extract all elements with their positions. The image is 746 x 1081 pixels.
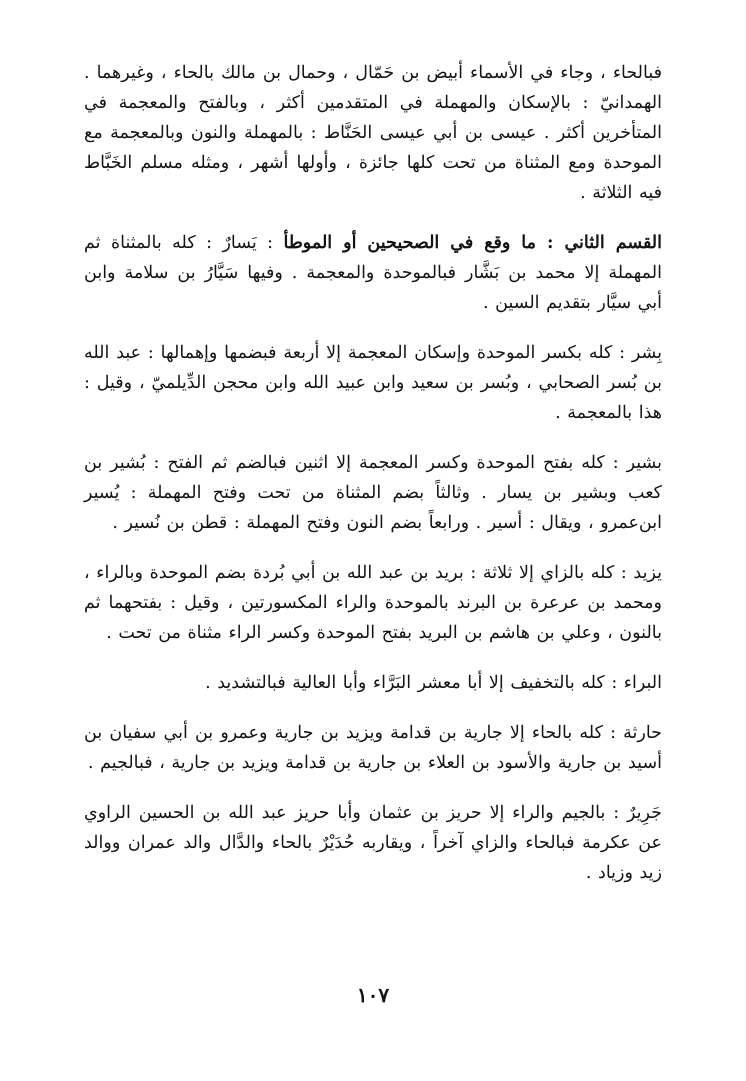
paragraph-hamdani-isa: فبالحاء ، وجاء في الأسماء أبيض بن حَمّال ، وحمال بن مالك بالحاء ، وغيرهما . الهمدانيّ : بالإسكان والمهملة في المتقدمين أكثر ، وبالفتح والمعجمة في المتأخرين أكثر . عيسى بن أبي عيسى الحَنَّاط : بالمهملة والنون وبالمعجمة مع الموحدة ومع المثناة من تحت كلها جائزة ، وأولها أشهر ، ومثله مسلم الخَبَّاط فيه الثلاثة . (84, 63, 662, 203)
paragraph-yasar-body: : يَسارٌ : كله بالمثناة ثم المهملة إلا محمد بن بَشَّار فبالموحدة والمعجمة . وفيها سَيَّارُ بن سلامة وابن أبي سيَّار بتقديم السين . (84, 233, 662, 313)
paragraph-yazid: يزيد : كله بالزاي إلا ثلاثة : بريد بن عبد الله بن أبي بُردة بضم الموحدة وبالراء ، ومحمد بن عرعرة بن البرند بالموحدة والراء المكسورتين ، وقيل : بفتحهما ثم بالنون ، وعلي بن هاشم بن البريد بفتح الموحدة وكسر الراء مثناة من تحت . (84, 563, 662, 643)
paragraph-bashir: بشير : كله بفتح الموحدة وكسر المعجمة إلا اثنين فبالضم ثم الفتح : بُشير بن كعب وبشير بن يسار . وثالثاً بضم المثناة من تحت وفتح المهملة : يُسير ابن‌عمرو ، ويقال : أسير . ورابعاً بضم النون وفتح المهملة : قطن بن نُسير . (84, 453, 662, 533)
page-number: ١٠٧ (356, 983, 390, 1007)
paragraph-haritha: حارثة : كله بالحاء إلا جارية بن قدامة ويزيد بن جارية وعمرو بن أبي سفيان بن أسيد بن جارية والأسود بن العلاء بن جارية بن قدامة ويزيد بن جارية ، فبالجيم . (84, 723, 662, 773)
paragraph-second-section-yasar (84, 228, 662, 318)
section-heading-second-part: القسم الثاني : ما وقع في الصحيحين أو الموطأ (283, 233, 662, 253)
paragraph-jarir: جَرِيرٌ : بالجيم والراء إلا حريز بن عثمان وأبا حريز عبد الله بن الحسين الراوي عن عكرمة فبالحاء والزاي آخراً ، ويقاربه حُدَيْرٌ بالحاء والدَّال والد عمران ووالد زيد وزياد . (84, 803, 662, 883)
paragraph-bishr: بِشر : كله بكسر الموحدة وإسكان المعجمة إلا أربعة فبضمها وإهمالها : عبد الله بن بُسر الصحابي ، وبُسر بن سعيد وابن عبيد الله وابن محجن الدِّيلميّ ، وقيل : هذا بالمعجمة . (84, 343, 663, 423)
paragraph-bara: البراء : كله بالتخفيف إلا أبا معشر البَرَّاء وأبا العالية فبالتشديد . (205, 673, 662, 693)
